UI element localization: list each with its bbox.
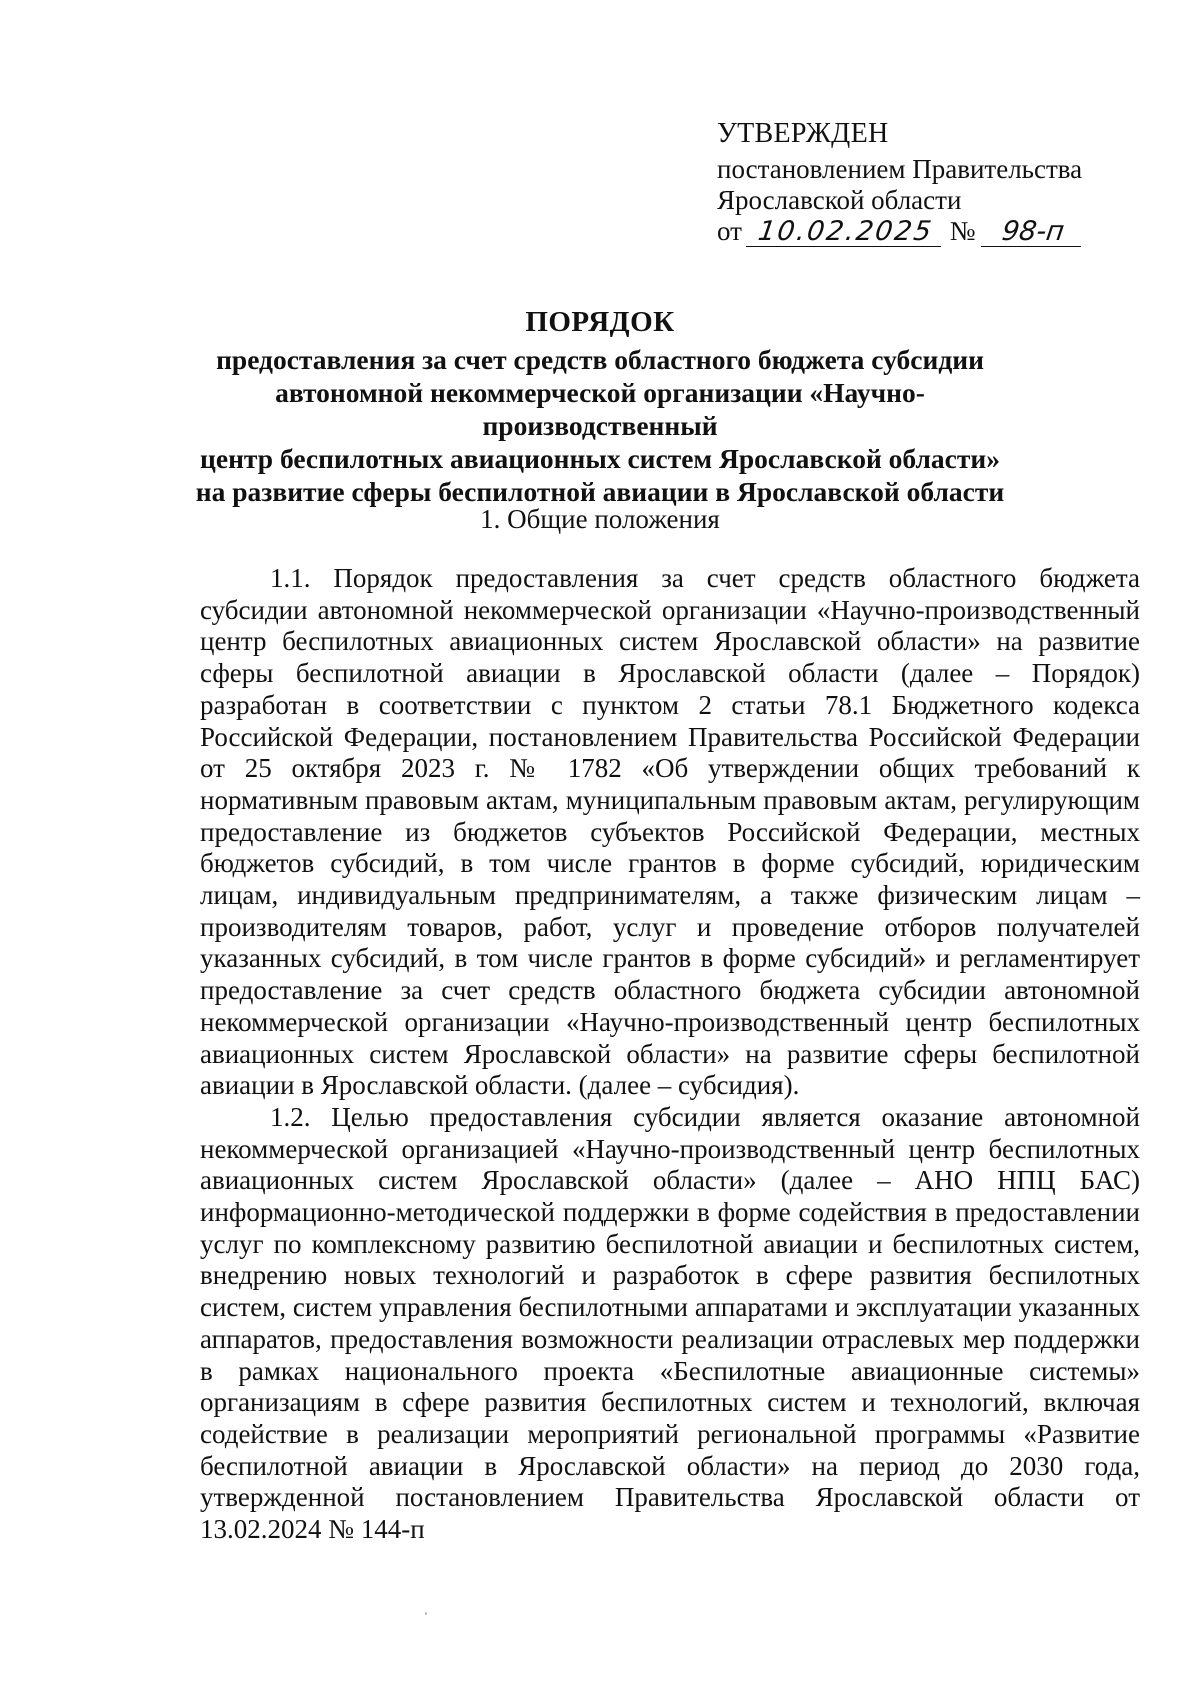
paragraph-1-2-text: 1.2. Целью предоставления субсидии является оказание автономной некоммерческой организацией «Научно-производственный центр беспилотных авиационных систем Ярославской области» (далее – АНО НПЦ БАС) информационно-методической поддержки в форме содействия в предоставлении услуг по комплексному развитию беспилотной авиации и беспилотных систем, внедрению новых технологий и разработок в сфере развития беспилотных систем, систем управления беспилотными аппаратами и эксплуатации указанных аппаратов, предоставления возможности реализации отраслевых мер поддержки в рамках национального проекта «Беспилотные авиационные системы» организациям в сфере развития беспилотных систем и технологий, включая содействие в реализации мероприятий региональной программы «Развитие беспилотной авиации в Ярославской области» на период до 2030 года, утвержденной постановлением Правительства Ярославской области от 13.02.2024 № 144-п	[200, 1101, 1140, 1545]
paragraph-1-1	[200, 563, 1140, 1102]
title-line-1: предоставления за счет средств областного бюджета субсидии	[216, 344, 984, 375]
document-title	[160, 306, 1040, 508]
date-prefix: от	[717, 216, 742, 246]
approval-date-line	[717, 216, 1083, 247]
paragraph-1-1-text: 1.1. Порядок предоставления за счет средств областного бюджета субсидии автономной некоммерческой организации «Научно-производственный центр беспилотных авиационных систем Ярославской области» на развитие сферы беспилотной авиации в Ярославской области (далее – Порядок) разработан в соответствии с пунктом 2 статьи 78.1 Бюджетного кодекса Российской Федерации, постановлением Правительства Российской Федерации от 25 октября 2023 г. № 1782 «Об утверждении общих требований к нормативным правовым актам, муниципальным правовым актам, регулирующим предоставление из бюджетов субъектов Российской Федерации, местных бюджетов субсидий, в том числе грантов в форме субсидий, юридическим лицам, индивидуальным предпринимателям, а также физическим лицам – производителям товаров, работ, услуг и проведение отборов получателей указанных субсидий, в том числе грантов в форме субсидий» и регламентирует предоставление за счет средств областного бюджета субсидии автономной некоммерческой организации «Научно-производственный центр беспилотных авиационных систем Ярославской области» на развитие сферы беспилотной авиации в Ярославской области. (далее – субсидия).	[200, 563, 1140, 1101]
title-line-3: центр беспилотных авиационных систем Ярославской области»	[200, 443, 1000, 474]
section-heading: 1. Общие положения	[480, 504, 720, 534]
paragraph-1-2	[200, 1102, 1140, 1546]
document-body	[200, 563, 1140, 1546]
handwritten-number: 98-п	[981, 217, 1085, 247]
number-prefix: №	[949, 216, 976, 246]
handwritten-date: 10.02.2025	[746, 217, 945, 247]
title-main: ПОРЯДОК	[525, 306, 675, 338]
approval-heading: УТВЕРЖДЕН	[717, 118, 889, 149]
title-line-4: на развитие сферы беспилотной авиации в Ярославской области	[195, 476, 1005, 507]
approval-line-2: Ярославской области	[717, 185, 962, 215]
approval-line-1: постановлением Правительства	[717, 154, 1083, 184]
title-line-2: автономной некоммерческой организации «Научно-производственный	[275, 377, 925, 441]
approval-stamp	[717, 118, 1083, 247]
scan-speck	[425, 1612, 427, 1615]
